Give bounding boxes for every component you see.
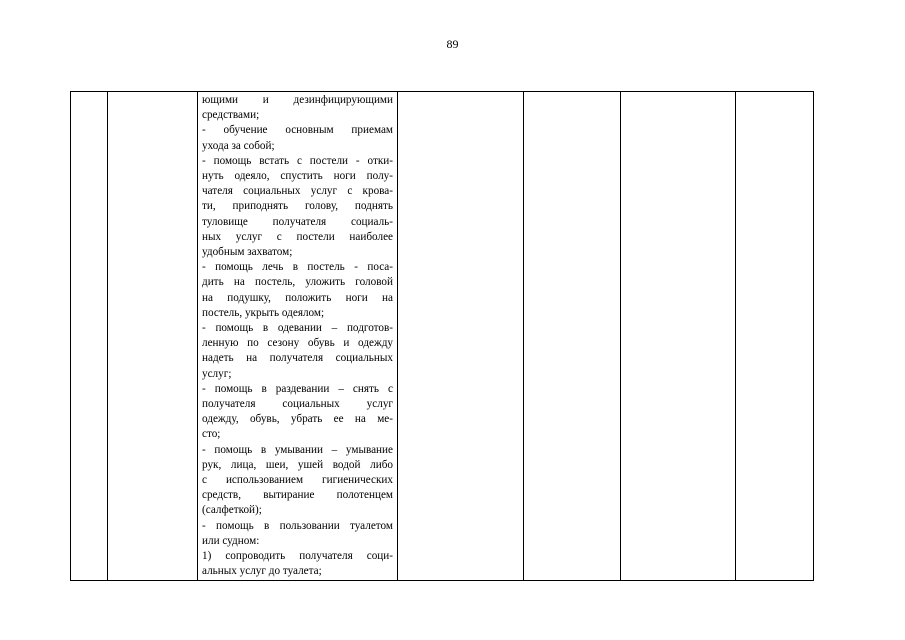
- content-line: альных услуг до туалета;: [202, 565, 322, 578]
- content-line: чателя социальных услуг с крова-: [202, 185, 393, 198]
- table-cell-col5: [524, 92, 621, 581]
- content-line: средств, вытирание полотенцем: [202, 489, 393, 502]
- content-line: (салфеткой);: [202, 504, 262, 517]
- content-line: надеть на получателя социальных: [202, 352, 393, 365]
- content-line: - обучение основным приемам: [202, 124, 393, 137]
- content-line: ленную по сезону обувь и одежду: [202, 337, 393, 350]
- content-line: с использованием гигиенических: [202, 474, 393, 487]
- table-cell-service-name: [108, 92, 198, 581]
- table-cell-service-content: [198, 92, 398, 581]
- table-cell-col7: [736, 92, 814, 581]
- content-line: дить на постель, уложить головой: [202, 276, 393, 289]
- content-line: удобным захватом;: [202, 246, 293, 259]
- page-number: 89: [446, 37, 459, 51]
- content-line: постель, укрыть одеялом;: [202, 306, 325, 319]
- content-line: нуть одеяло, спустить ноги полу-: [202, 170, 393, 183]
- services-table: [70, 91, 814, 581]
- content-line: средствами;: [202, 109, 260, 122]
- content-line: ухода за собой;: [202, 139, 275, 152]
- table-cell-number: [71, 92, 108, 581]
- content-line: ти, приподнять голову, поднять: [202, 200, 393, 213]
- table-row: [71, 92, 814, 581]
- content-line: - помощь в раздевании – снять с: [202, 382, 393, 395]
- content-line: на подушку, положить ноги на: [202, 291, 393, 304]
- content-line: сто;: [202, 428, 221, 441]
- content-line: или судном:: [202, 534, 260, 547]
- content-line: 1) сопроводить получателя соци-: [202, 550, 393, 563]
- content-line: - помощь в одевании – подготов-: [202, 322, 393, 335]
- content-line: услуг;: [202, 367, 232, 380]
- content-line: - помощь встать с постели - отки-: [202, 154, 393, 167]
- content-line: - помощь лечь в постель - поса-: [202, 261, 393, 274]
- content-line: одежду, обувь, убрать ее на ме-: [202, 413, 393, 426]
- table-cell-col4: [398, 92, 524, 581]
- table-cell-col6: [621, 92, 736, 581]
- content-line: ных услуг с постели наиболее: [202, 230, 393, 243]
- content-line: ющими и дезинфицирующими: [202, 94, 393, 106]
- content-line: туловище получателя социаль-: [202, 215, 393, 228]
- content-line: получателя социальных услуг: [202, 398, 393, 411]
- content-line: - помощь в умывании – умывание: [202, 443, 393, 456]
- content-line: - помощь в пользовании туалетом: [202, 519, 393, 532]
- content-line: рук, лица, шеи, ушей водой либо: [202, 458, 393, 471]
- service-content-text: [202, 93, 393, 580]
